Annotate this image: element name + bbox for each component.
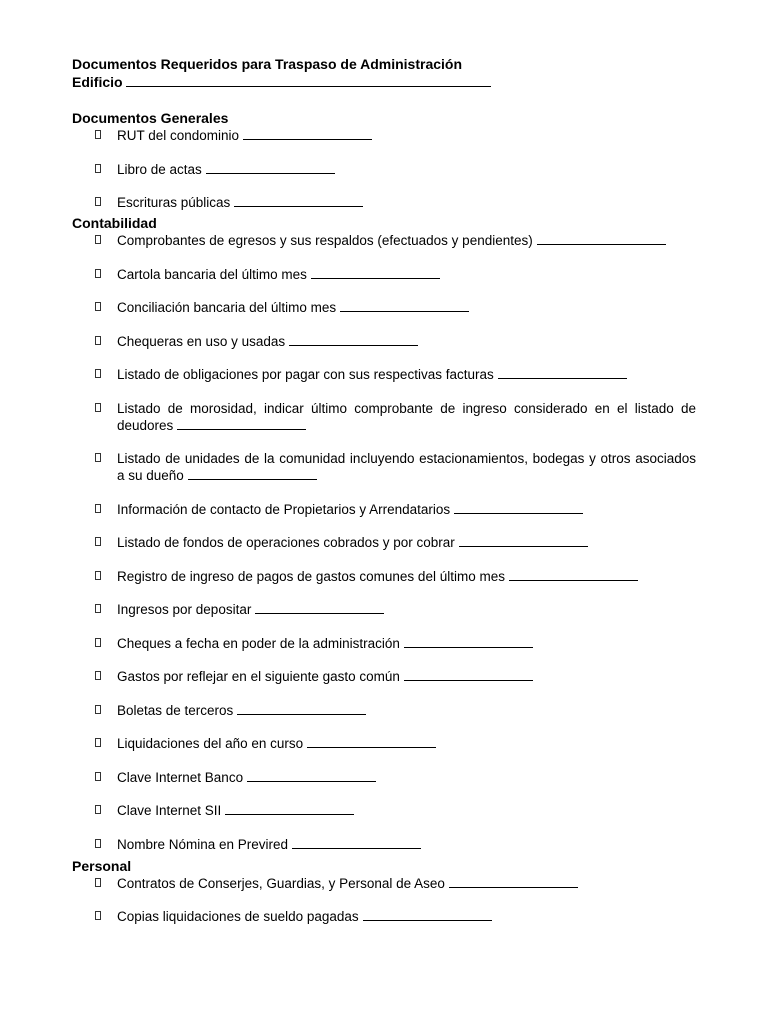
checklist-item-label: Información de contacto de Propietarios y Arrendatarios xyxy=(117,501,451,517)
checklist-item-label: Conciliación bancaria del último mes xyxy=(117,300,337,315)
checklist-item-label: Libro de actas xyxy=(117,161,202,177)
blank-line-field[interactable] xyxy=(340,299,469,312)
checklist-item xyxy=(72,635,696,652)
checklist-item-label: Listado de obligaciones por pagar con sus respectivas facturas xyxy=(117,367,494,382)
checkbox-icon[interactable] xyxy=(95,878,101,887)
document-page xyxy=(72,55,696,926)
checkbox-icon[interactable] xyxy=(95,269,101,278)
blank-line-field[interactable] xyxy=(404,635,533,648)
blank-line-field[interactable] xyxy=(247,769,376,782)
checkbox-icon[interactable] xyxy=(95,571,101,580)
checklist xyxy=(72,875,696,926)
blank-line-field[interactable] xyxy=(498,366,627,379)
checklist-item-label: Boletas de terceros xyxy=(117,702,234,718)
checkbox-icon[interactable] xyxy=(95,164,101,173)
checklist-item xyxy=(72,769,696,786)
checkbox-icon[interactable] xyxy=(95,911,101,920)
blank-line-field[interactable] xyxy=(237,702,366,715)
blank-line-field[interactable] xyxy=(449,875,578,888)
checklist-item xyxy=(72,601,696,618)
blank-line-field[interactable] xyxy=(537,232,666,245)
checkbox-icon[interactable] xyxy=(95,336,101,345)
checklist-item-label: Clave Internet Banco xyxy=(117,769,244,785)
checklist-item-label: Listado de morosidad, indicar último comprobante de ingreso considerado en el listado de deudores xyxy=(117,400,696,433)
blank-line-field[interactable] xyxy=(509,568,638,581)
checklist-item-label: Listado de unidades de la comunidad incluyendo estacionamientos, bodegas y otros asociados a su dueño xyxy=(117,451,696,483)
checklist-item-label: Listado de fondos de operaciones cobrados y por cobrar xyxy=(117,535,455,550)
checklist-item xyxy=(72,534,696,551)
checklist-item xyxy=(72,875,696,892)
checkbox-icon[interactable] xyxy=(95,302,101,311)
checkbox-icon[interactable] xyxy=(95,805,101,814)
checklist-item-label: Escrituras públicas xyxy=(117,195,231,210)
checkbox-icon[interactable] xyxy=(95,235,101,244)
blank-line-field[interactable] xyxy=(459,534,588,547)
checklist-item xyxy=(72,127,696,144)
checklist-item xyxy=(72,333,696,350)
checklist xyxy=(72,232,696,853)
checklist-item-label: Registro de ingreso de pagos de gastos comunes del último mes xyxy=(117,568,505,584)
checkbox-icon[interactable] xyxy=(95,504,101,513)
blank-line-field[interactable] xyxy=(206,161,335,174)
checkbox-icon[interactable] xyxy=(95,453,101,462)
checklist-item xyxy=(72,232,696,249)
checkbox-icon[interactable] xyxy=(95,604,101,613)
checkbox-icon[interactable] xyxy=(95,772,101,781)
checklist-item xyxy=(72,735,696,752)
blank-line-field[interactable] xyxy=(225,802,354,815)
document-title: Documentos Requeridos para Traspaso de Administración xyxy=(72,56,463,72)
section-heading: Personal xyxy=(72,857,132,874)
checklist-item-label: Ingresos por depositar xyxy=(117,602,252,617)
checklist-item xyxy=(72,450,696,484)
checklist-item-label: Nombre Nómina en Previred xyxy=(117,836,289,852)
checklist-item-label: Cheques a fecha en poder de la administración xyxy=(117,635,400,651)
checklist-item xyxy=(72,299,696,316)
checklist-item-label: Cartola bancaria del último mes xyxy=(117,266,307,282)
checklist-item xyxy=(72,568,696,585)
checklist-item-label: Comprobantes de egresos y sus respaldos (efectuados y pendientes) xyxy=(117,233,533,248)
checklist xyxy=(72,127,696,211)
checkbox-icon[interactable] xyxy=(95,839,101,848)
checklist-item-label: Contratos de Conserjes, Guardias, y Personal de Aseo xyxy=(117,875,445,891)
checklist-item xyxy=(72,366,696,383)
edificio-line xyxy=(72,73,696,91)
checklist-item xyxy=(72,400,696,434)
sections-container xyxy=(72,109,696,925)
blank-line-field[interactable] xyxy=(289,333,418,346)
blank-line-field[interactable] xyxy=(404,668,533,681)
blank-line-field[interactable] xyxy=(243,127,372,140)
blank-line-field[interactable] xyxy=(255,601,384,614)
checklist-item xyxy=(72,836,696,853)
checklist-item xyxy=(72,266,696,283)
checklist-item-label: Copias liquidaciones de sueldo pagadas xyxy=(117,909,359,924)
blank-line-field[interactable] xyxy=(454,501,583,514)
checkbox-icon[interactable] xyxy=(95,705,101,714)
blank-line-field[interactable] xyxy=(188,467,317,480)
checkbox-icon[interactable] xyxy=(95,537,101,546)
blank-line-field[interactable] xyxy=(307,735,436,748)
section-heading: Documentos Generales xyxy=(72,110,229,126)
checklist-item xyxy=(72,802,696,819)
checklist-item-label: RUT del condominio xyxy=(117,128,240,143)
checklist-item xyxy=(72,908,696,925)
checkbox-icon[interactable] xyxy=(95,671,101,680)
blank-line-field[interactable] xyxy=(311,266,440,279)
checklist-item-label: Clave Internet SII xyxy=(117,803,222,818)
checklist-item xyxy=(72,501,696,518)
checklist-item-label: Chequeras en uso y usadas xyxy=(117,333,286,349)
section-heading: Contabilidad xyxy=(72,215,157,231)
checklist-item xyxy=(72,702,696,719)
checklist-item xyxy=(72,668,696,685)
blank-line-field[interactable] xyxy=(177,417,306,430)
checklist-item xyxy=(72,194,696,211)
checkbox-icon[interactable] xyxy=(95,403,101,412)
checkbox-icon[interactable] xyxy=(95,738,101,747)
blank-line-field[interactable] xyxy=(234,194,363,207)
checkbox-icon[interactable] xyxy=(95,369,101,378)
edificio-label: Edificio xyxy=(72,74,123,90)
checklist-item-label: Liquidaciones del año en curso xyxy=(117,736,304,751)
checkbox-icon[interactable] xyxy=(95,130,101,139)
checklist-item-label: Gastos por reflejar en el siguiente gasto común xyxy=(117,669,400,684)
checklist-item xyxy=(72,161,696,178)
blank-line-field[interactable] xyxy=(292,836,421,849)
blank-line-field[interactable] xyxy=(363,908,492,921)
checkbox-icon[interactable] xyxy=(95,197,101,206)
checkbox-icon[interactable] xyxy=(95,638,101,647)
edificio-blank-field[interactable] xyxy=(126,73,491,87)
